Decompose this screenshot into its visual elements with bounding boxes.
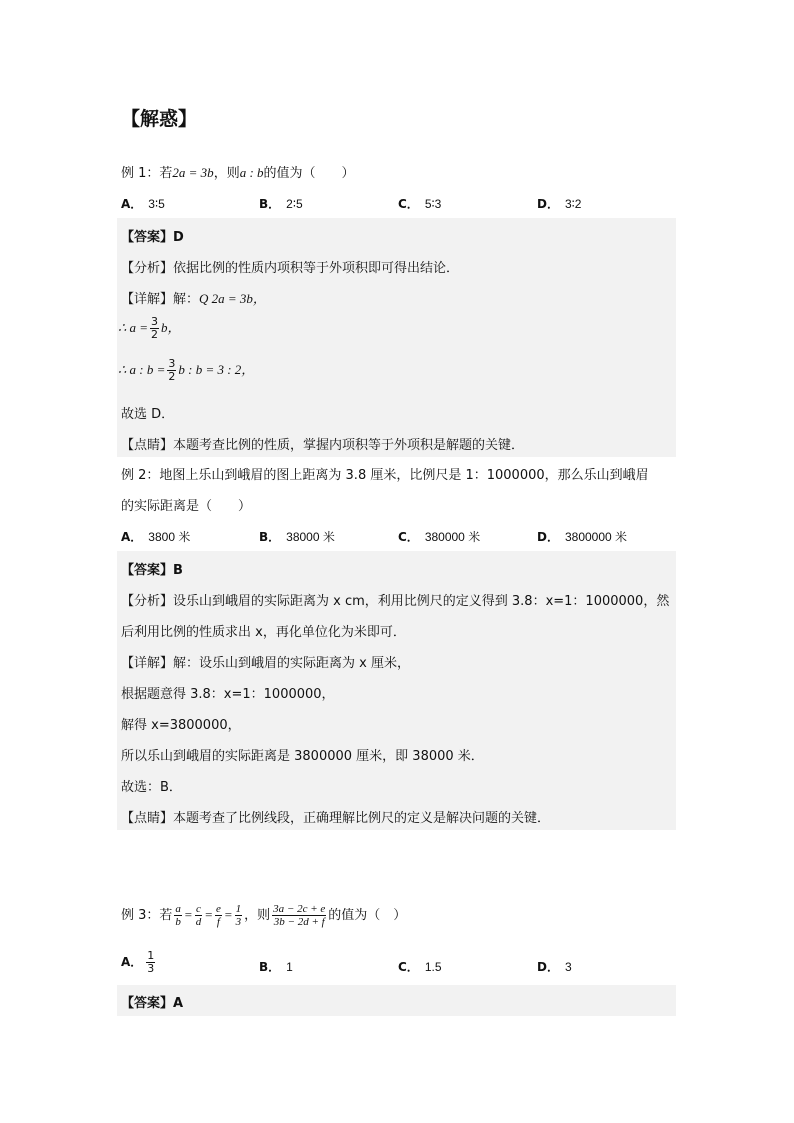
ex1-option-c: C． 5∶3 [398,197,442,211]
ex2-detail-line1: 【详解】解：设乐山到峨眉的实际距离为 x 厘米， [121,656,410,671]
ex2-answer: 【答案】B [121,563,183,578]
ex3-option-c: C． 1.5 [398,960,442,974]
ex3-solution-box [117,985,676,1016]
ex2-question-line1: 例 2：地图上乐山到峨眉的图上距离为 3.8 厘米，比例尺是 1：1000000，那么乐山到峨眉 [121,468,649,483]
ex3-option-a: A． $\frac{1}{3}$ [121,949,155,975]
ex1-analysis: 【分析】依据比例的性质内项积等于外项积即可得出结论． [121,261,460,276]
ex2-detail-line2: 根据题意得 3.8：x=1：1000000， [121,687,335,702]
ex1-solution-box [117,218,676,457]
ex3-answer: 【答案】A [121,996,184,1011]
ex1-step-2: ∴ a : b = $\frac{3}{2}$ b : b = 3 : 2， [118,357,255,383]
ex2-option-d: D． 3800000 米 [537,530,628,544]
ex2-option-b: B． 38000 米 [259,530,335,544]
ex1-comment: 【点睛】本题考查比例的性质，掌握内项积等于外项积是解题的关键． [121,438,525,453]
ex3-question: 例 3：若 $\frac{a}{b}$ = $\frac{c}{d}$ = $\frac{e}{f}$ = $\frac{1}{3}$ ，则 $\frac{3a - 2c + e}{3b - 2d + f}$ 的值为（ ） [121,903,407,928]
ex2-detail-line3: 解得 x=3800000， [121,718,241,733]
ex1-choose: 故选 D． [121,407,175,422]
ex2-analysis-line1: 【分析】设乐山到峨眉的实际距离为 x cm，利用比例尺的定义得到 3.8：x=1：1000000，然 [121,594,670,609]
ex1-detail: 【详解】解：Q 2a = 3b， [121,291,266,307]
ex2-comment: 【点睛】本题考查了比例线段，正确理解比例尺的定义是解决问题的关键． [121,811,551,826]
section-title: 【解惑】 [121,108,198,130]
ex2-analysis-line2: 后利用比例的性质求出 x，再化单位化为米即可． [121,625,406,640]
ex1-option-d: D． 3∶2 [537,197,582,211]
ex2-option-c: C． 380000 米 [398,530,481,544]
ex1-step-1: ∴ a = $\frac{3}{2}$ b， [118,315,181,341]
ex1-answer: 【答案】D [121,230,184,245]
ex2-detail-line4: 所以乐山到峨眉的实际距离是 3800000 厘米，即 38000 米． [121,749,484,764]
example-1-question: 例 1：若2a = 3b，则a : b的值为（ ） [121,165,355,181]
ex1-option-a: A． 3∶5 [121,197,165,211]
ex3-option-d: D． 3 [537,960,572,974]
ex2-question-line2: 的实际距离是（ ） [121,499,252,514]
ex2-choose: 故选：B． [121,780,182,795]
ex2-option-a: A． 3800 米 [121,530,191,544]
ex1-option-b: B． 2∶5 [259,197,303,211]
ex3-option-b: B． 1 [259,960,293,974]
